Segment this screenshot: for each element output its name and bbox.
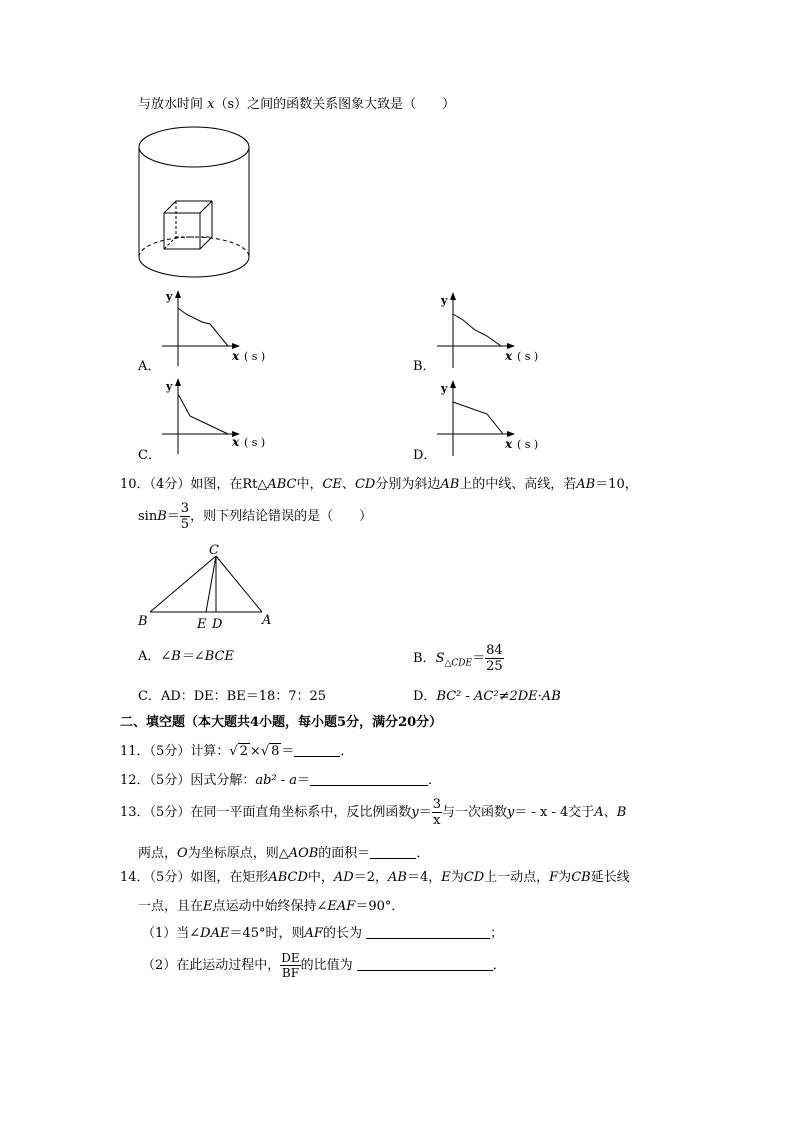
graph-b-x-label: x [505, 349, 513, 363]
q10-option-c: C．AD：DE：BE＝18：7：25 [138, 689, 327, 704]
option-b-label: B． [413, 359, 436, 374]
graph-option-b [433, 290, 553, 370]
q14-sub1-answer-blank[interactable] [366, 926, 490, 939]
label-c: C [209, 543, 219, 558]
graph-b-y-label: y [441, 294, 448, 307]
section-2-title: 二、填空题（本大题共4小题，每小题5分，满分20分） [120, 715, 443, 730]
sqrt-8: √ 8 [260, 744, 280, 759]
q14-line2: 一点，且在E点运动中始终保持∠EAF＝90°． [138, 899, 405, 914]
graph-d-x-label: x [505, 437, 513, 451]
graph-c-x-label: x [232, 435, 240, 449]
q14-line1: 14．（5分）如图，在矩形ABCD中，AD＝2，AB＝4，E为CD上一动点，F为CB延长线 [120, 870, 630, 885]
graph-d-unit: ( s ) [517, 438, 539, 451]
graph-c-y-label: y [166, 380, 173, 393]
q9-question-line: 与放水时间 x（s）之间的函数关系图象大致是（ ） [138, 97, 456, 112]
q10-line1: 10．（4分）如图，在Rt△ABC中，CE、CD分别为斜边AB上的中线、高线，若AB＝10， [120, 477, 638, 492]
q10-line2: sinB＝ $\frac{3}{5}$ ，则下列结论错误的是（ ） [138, 501, 373, 532]
q10-option-b: B．$S_{\triangle CDE}=$ $\frac{84}{25}$ [413, 643, 503, 674]
graph-a-unit: ( s ) [244, 350, 266, 363]
graph-option-c [158, 376, 278, 456]
q12-line: 12．（5分）因式分解：ab² - a＝ ． [120, 773, 442, 788]
graph-d-y-label: y [441, 382, 448, 395]
q10-option-d: D．BC² - AC²≠2DE·AB [413, 689, 561, 704]
q14-sub2: （2）在此运动过程中， $\frac{DE}{BF}$ 的比值为 ． [142, 951, 506, 980]
label-e: E [197, 617, 207, 632]
graph-a-y-label: y [166, 290, 173, 303]
option-c-label: C． [138, 448, 161, 463]
q12-answer-blank[interactable] [310, 773, 428, 786]
cylinder-figure [136, 125, 254, 285]
q11-answer-blank[interactable] [294, 744, 340, 757]
graph-option-a [158, 288, 278, 368]
graph-b-unit: ( s ) [517, 350, 539, 363]
q13-answer-blank[interactable] [370, 846, 416, 859]
sqrt-2: √ 2 [229, 744, 248, 759]
label-d: D [212, 617, 223, 632]
q14-sub1: （1）当∠DAE＝45°时，则AF的长为 ； [142, 926, 504, 941]
q10-option-a: A．∠B＝∠BCE [138, 649, 234, 664]
graph-c-unit: ( s ) [244, 436, 266, 449]
q13-line2: 两点，O为坐标原点，则△AOB的面积＝ ． [138, 846, 430, 861]
triangle-figure [134, 540, 284, 635]
option-d-label: D． [413, 448, 437, 463]
q10-fraction: $\frac{3}{5}$ [180, 501, 190, 532]
label-b: B [138, 614, 148, 629]
q13-line1: 13．（5分）在同一平面直角坐标系中，反比例函数y＝ $\frac{3}{x}$ 与一次函数y＝ - x - 4交于A、B [120, 797, 627, 828]
q11-line: 11．（5分）计算：√ 2 ×√ 8 ＝ ． [120, 744, 354, 759]
label-a: A [262, 613, 272, 628]
option-a-label: A． [138, 359, 161, 374]
graph-option-d [433, 378, 553, 458]
q14-sub2-answer-blank[interactable] [357, 958, 493, 971]
graph-a-x-label: x [232, 349, 240, 363]
